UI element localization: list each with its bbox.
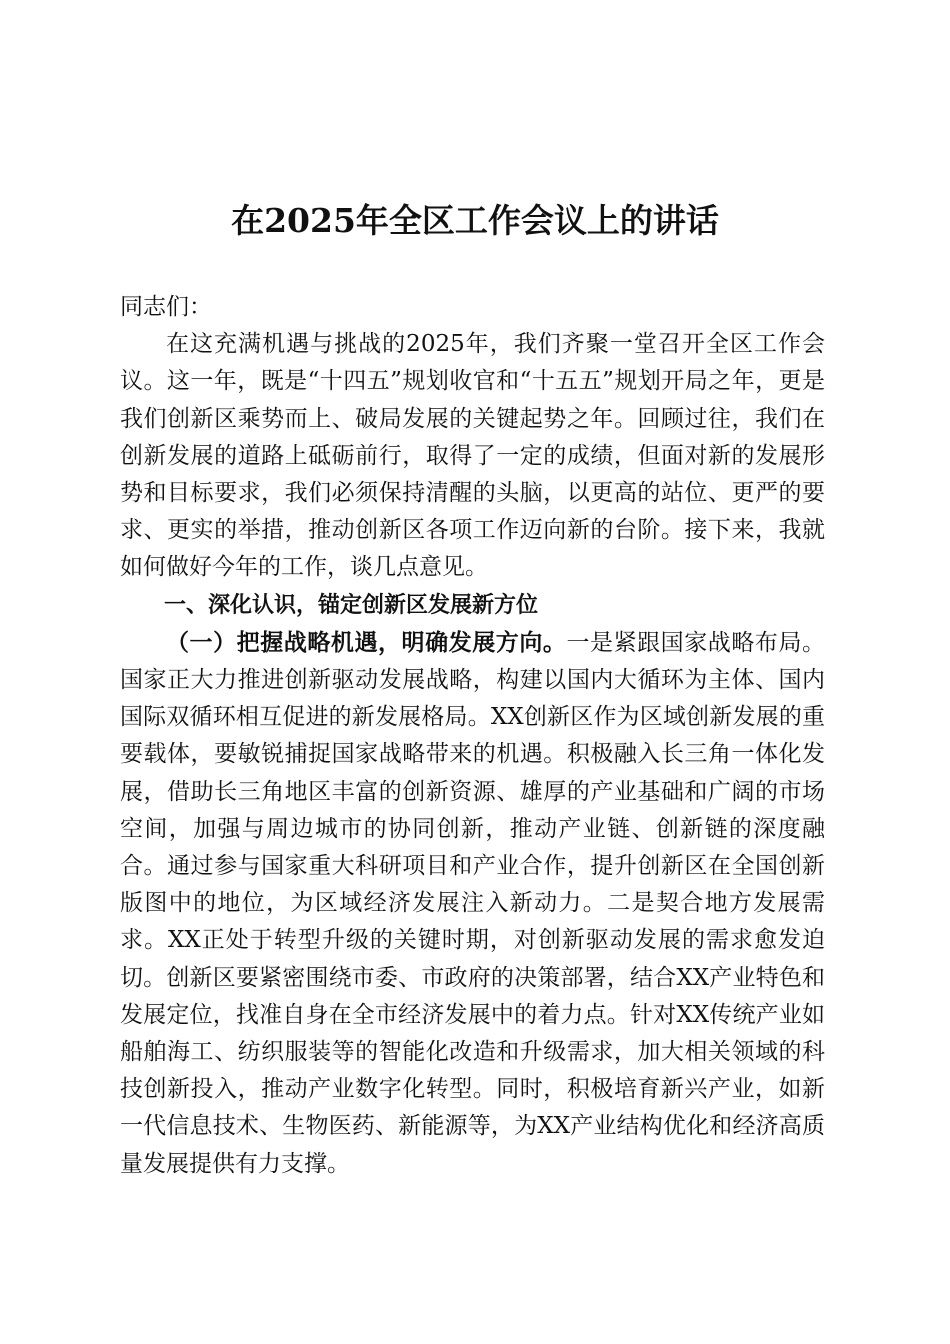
subsection-paragraph [120,624,825,1183]
salutation: 同志们： [120,294,212,320]
document-body [120,289,825,1183]
intro-paragraph: 在这充满机遇与挑战的2025年，我们齐聚一堂召开全区工作会议。这一年，既是“十四五”规划收官和“十五五”规划开局之年，更是我们创新区乘势而上、破局发展的关键起势之年。回顾过往，我们在创新发展的道路上砥砺前行，取得了一定的成绩，但面对新的发展形势和目标要求，我们必须保持清醒的头脑，以更高的站位、更严的要求、更实的举措，推动创新区各项工作迈向新的台阶。接下来，我就如何做好今年的工作，谈几点意见。 [120,331,825,581]
subsection-body: 一是紧跟国家战略布局。国家正大力推进创新驱动发展战略，构建以国内大循环为主体、国内国际双循环相互促进的新发展格局。XX创新区作为区域创新发展的重要载体，要敏锐捕捉国家战略带来的机遇。积极融入长三角一体化发展，借助长三角地区丰富的创新资源、雄厚的产业基础和广阔的市场空间，加强与周边城市的协同创新，推动产业链、创新链的深度融合。通过参与国家重大科研项目和产业合作，提升创新区在全国创新版图中的地位，为区域经济发展注入新动力。二是契合地方发展需求。XX正处于转型升级的关键时期，对创新驱动发展的需求愈发迫切。创新区要紧密围绕市委、市政府的决策部署，结合XX产业特色和发展定位，找准自身在全市经济发展中的着力点。针对XX传统产业如船舶海工、纺织服装等的智能化改造和升级需求，加大相关领域的科技创新投入，推动产业数字化转型。同时，积极培育新兴产业，如新一代信息技术、生物医药、新能源等，为XX产业结构优化和经济高质量发展提供有力支撑。 [120,629,826,1177]
section-heading: 一、深化认识，锚定创新区发展新方位 [164,592,539,618]
document-title: 在2025年全区工作会议上的讲话 [231,201,719,240]
subsection-lead: （一）把握战略机遇，明确发展方向。 [166,628,567,656]
